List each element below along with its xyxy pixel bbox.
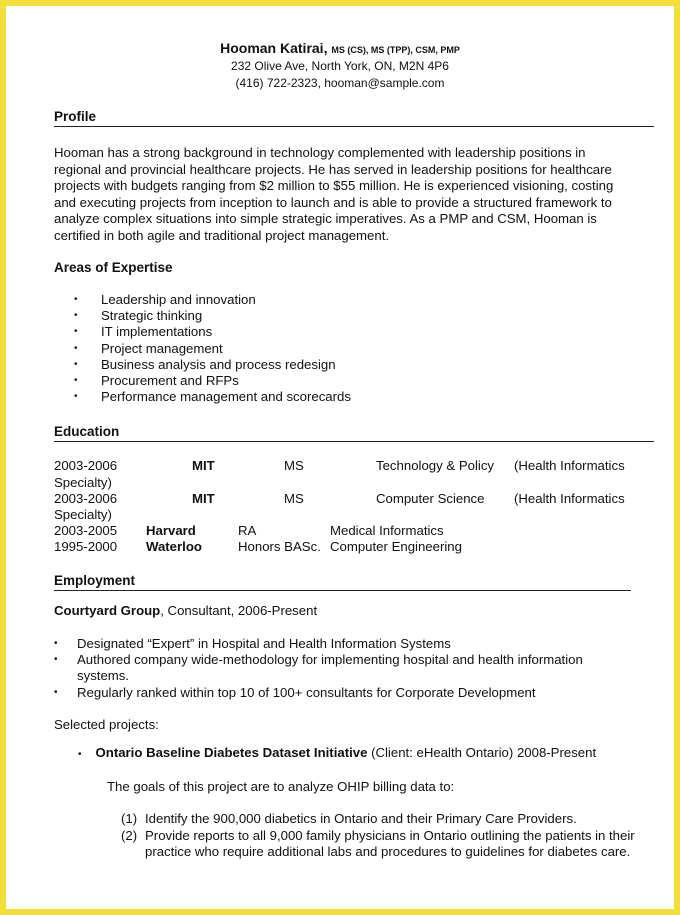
step-text: Provide reports to all 9,000 family physicians in Ontario outlining the patients in their practice who require additional labs and procedures to guidelines for diabetes care. xyxy=(145,827,635,859)
step-text: Identify the 900,000 diabetics in Ontario and their Primary Care Providers. xyxy=(145,811,577,826)
education-heading: Education xyxy=(54,424,120,439)
list-item: • IT implementations xyxy=(74,324,351,340)
employment-bullets xyxy=(54,636,634,701)
edu-field: Computer Science xyxy=(376,491,485,506)
list-item xyxy=(121,811,641,828)
edu-note-wrap: Specialty) xyxy=(54,507,112,522)
education-divider xyxy=(54,441,654,442)
edu-note: (Health Informatics xyxy=(514,458,625,473)
resume-page xyxy=(6,6,674,909)
expertise-list xyxy=(74,292,351,405)
employer-line xyxy=(54,603,317,618)
candidate-credentials: MS (CS), MS (TPP), CSM, PMP xyxy=(331,45,460,55)
employment-divider xyxy=(54,590,631,591)
edu-degree: MS xyxy=(284,491,304,506)
list-item: • Procurement and RFPs xyxy=(74,373,351,389)
profile-heading: Profile xyxy=(54,109,97,124)
expertise-heading: Areas of Expertise xyxy=(54,260,173,275)
list-item: • Project management xyxy=(74,341,351,357)
edu-note: (Health Informatics xyxy=(514,491,625,506)
candidate-name-line xyxy=(6,40,674,56)
edu-years: 2003-2006 xyxy=(54,491,118,506)
edu-note-wrap: Specialty) xyxy=(54,475,112,490)
edu-degree: MS xyxy=(284,458,304,473)
edu-degree: Honors BASc. xyxy=(238,539,321,554)
project-meta: (Client: eHealth Ontario) 2008-Present xyxy=(367,745,597,760)
step-number: (1) xyxy=(121,811,138,826)
project-line xyxy=(78,745,596,760)
edu-field: Medical Informatics xyxy=(330,523,444,538)
profile-divider xyxy=(54,126,654,127)
project-steps xyxy=(121,811,641,861)
list-item: • Strategic thinking xyxy=(74,308,351,324)
selected-projects-label: Selected projects: xyxy=(54,717,159,732)
project-title: Ontario Baseline Diabetes Dataset Initiative xyxy=(95,745,368,760)
edu-years: 1995-2000 xyxy=(54,539,118,554)
edu-field: Technology & Policy xyxy=(376,458,495,473)
candidate-address: 232 Olive Ave, North York, ON, M2N 4P6 xyxy=(231,59,449,73)
bullet-icon: • xyxy=(78,749,82,760)
list-item: • Regularly ranked within top 10 of 100+ consultants for Corporate Development xyxy=(54,685,634,701)
edu-degree: RA xyxy=(238,523,257,538)
edu-years: 2003-2005 xyxy=(54,523,118,538)
list-item: • Business analysis and process redesign xyxy=(74,357,351,373)
step-number: (2) xyxy=(121,827,138,843)
edu-school: MIT xyxy=(192,491,215,506)
edu-school: Harvard xyxy=(146,523,196,538)
edu-school: MIT xyxy=(192,458,215,473)
list-item xyxy=(121,828,641,861)
edu-school: Waterloo xyxy=(146,539,202,554)
candidate-name: Hooman Katirai, xyxy=(220,40,328,56)
employer-role: , Consultant, 2006-Present xyxy=(160,603,318,618)
employer-name: Courtyard Group xyxy=(54,603,161,618)
list-item: • Leadership and innovation xyxy=(74,292,351,308)
edu-years: 2003-2006 xyxy=(54,458,118,473)
candidate-contact: (416) 722-2323, hooman@sample.com xyxy=(235,76,445,90)
list-item: • Performance management and scorecards xyxy=(74,389,351,405)
project-goal: The goals of this project are to analyze OHIP billing data to: xyxy=(107,779,455,794)
list-item: • Authored company wide-methodology for implementing hospital and health information systems. xyxy=(54,652,634,684)
list-item: • Designated “Expert” in Hospital and Health Information Systems xyxy=(54,636,634,652)
edu-field: Computer Engineering xyxy=(330,539,462,554)
employment-heading: Employment xyxy=(54,573,136,588)
profile-text: Hooman has a strong background in technology complemented with leadership positions in regional and provincial healthcare projects. He has served in leadership positions for healthcare projects with budgets ranging from $2 million to $55 million. He is experienced visioning, costing and executing projects from inception to launch and is able to provide a structured framework to analyze complex situations into simple strategic imperatives. As a PMP and CSM, Hooman is certified in both agile and traditional project management. xyxy=(54,145,614,243)
